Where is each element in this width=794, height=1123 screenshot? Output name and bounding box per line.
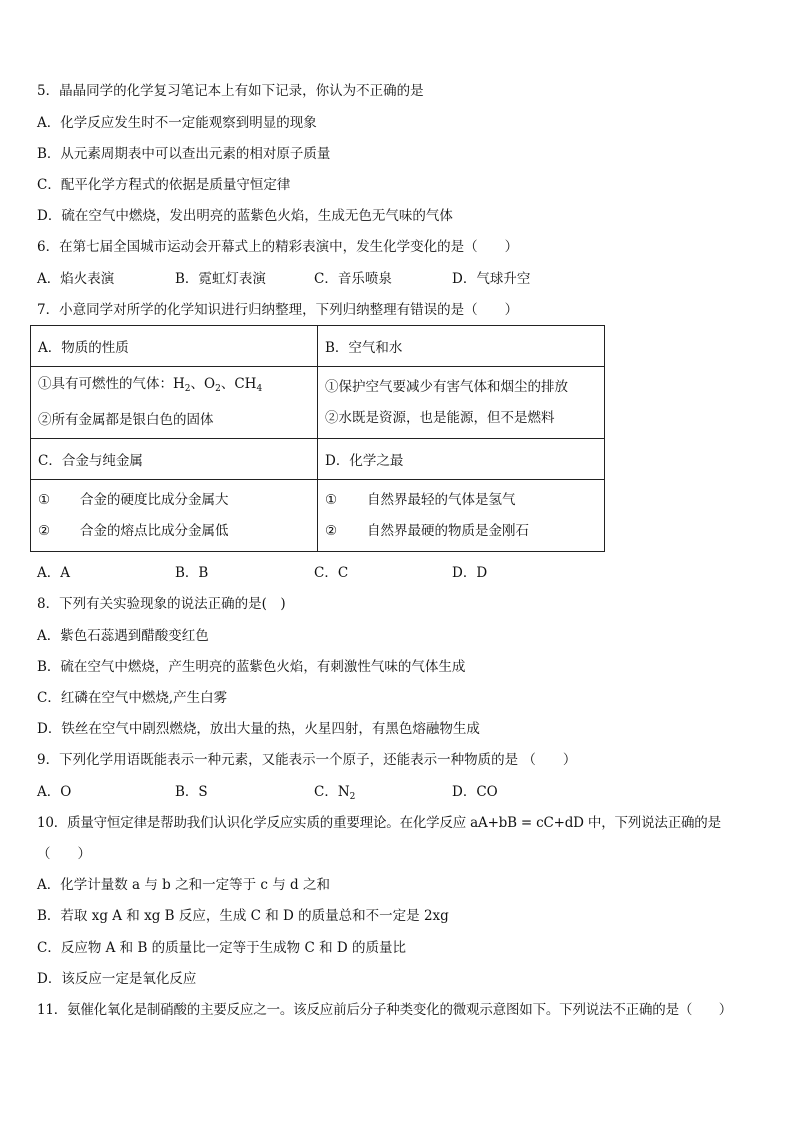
q7-a-line2: ②所有金属都是银白色的固体 xyxy=(38,412,214,428)
q7-c-line1-text: 合金的硬度比成分金属大 xyxy=(80,491,229,508)
q7-table xyxy=(30,325,605,552)
q9-option-d: D．CO xyxy=(452,784,498,800)
subscript: 2 xyxy=(349,792,356,802)
q7-cell-a-body xyxy=(31,367,318,439)
q7-c-line2-text: 合金的熔点比成分金属低 xyxy=(80,522,229,539)
q6-option-b: B．霓虹灯表演 xyxy=(175,271,266,287)
q11-stem: 11．氨催化氧化是制硝酸的主要反应之一。该反应前后分子种类变化的微观示意图如下。下列说法不正确的是（ ） xyxy=(37,1002,733,1018)
q7-cell-d-body xyxy=(318,480,605,552)
q6-option-a: A．焰火表演 xyxy=(37,271,115,287)
q7-option-b: B．B xyxy=(175,565,209,581)
q7-cell-a-head: A．物质的性质 xyxy=(31,326,318,367)
q10-option-a: A．化学计量数 a 与 b 之和一定等于 c 与 d 之和 xyxy=(37,877,330,893)
subscript: 4 xyxy=(256,384,263,394)
q7-d-line1-text: 自然界最轻的气体是氢气 xyxy=(367,491,516,508)
q5-option-d: D．硫在空气中燃烧，发出明亮的蓝紫色火焰，生成无色无气味的气体 xyxy=(37,208,453,224)
q8-stem: 8．下列有关实验现象的说法正确的是( ) xyxy=(37,596,286,612)
q7-cell-d-head: D．化学之最 xyxy=(318,439,605,480)
q7-d-line2-text: 自然界最硬的物质是金刚石 xyxy=(367,522,529,539)
q9-option-c xyxy=(314,783,355,806)
q5-stem: 5．晶晶同学的化学复习笔记本上有如下记录，你认为不正确的是 xyxy=(37,83,424,99)
q10-option-b: B．若取 xg A 和 xg B 反应，生成 C 和 D 的质量总和不一定是 2xg xyxy=(37,908,449,924)
q7-a-line1-text: ①具有可燃性的气体：H xyxy=(38,376,185,392)
q7-d-line1 xyxy=(325,485,597,516)
q9-stem: 9．下列化学用语既能表示一种元素，又能表示一个原子，还能表示一种物质的是 （ ） xyxy=(37,752,577,768)
q7-cell-b-head: B．空气和水 xyxy=(318,326,605,367)
q7-option-d: D．D xyxy=(452,565,488,581)
q6-option-c: C．音乐喷泉 xyxy=(314,271,392,287)
q7-option-c: C．C xyxy=(314,565,349,581)
q7-stem: 7．小意同学对所学的化学知识进行归纳整理，下列归纳整理有错误的是（ ） xyxy=(37,302,519,318)
q7-a-line1 xyxy=(38,369,310,405)
q8-option-b: B．硫在空气中燃烧，产生明亮的蓝紫色火焰，有刺激性气味的气体生成 xyxy=(37,659,466,675)
subscript: 2 xyxy=(215,384,221,394)
q7-c-line1 xyxy=(38,485,310,516)
q7-c-line2 xyxy=(38,516,310,547)
q9-option-a: A．O xyxy=(37,784,72,800)
list-marker: ② xyxy=(38,522,51,539)
q7-a-line1-mid: 、O xyxy=(190,376,216,392)
q7-option-a: A．A xyxy=(37,565,70,581)
q7-d-line2 xyxy=(325,516,597,547)
list-marker: ① xyxy=(38,491,51,508)
q7-b-line2: ②水既是资源，也是能源，但不是燃料 xyxy=(325,409,555,426)
q10-stem: 10．质量守恒定律是帮助我们认识化学反应实质的重要理论。在化学反应 aA+bB = cC+dD 中，下列说法正确的是 xyxy=(37,815,721,831)
q8-option-d: D．铁丝在空气中剧烈燃烧，放出大量的热，火星四射，有黑色熔融物生成 xyxy=(37,721,480,737)
q7-a-line1-end: 、CH xyxy=(220,376,257,392)
q10-option-d: D．该反应一定是氧化反应 xyxy=(37,971,197,987)
subscript: 2 xyxy=(184,384,191,394)
q6-option-d: D．气球升空 xyxy=(452,271,531,287)
q6-stem: 6．在第七届全国城市运动会开幕式上的精彩表演中，发生化学变化的是（ ） xyxy=(37,239,519,255)
q9-option-c-text: C．N xyxy=(314,784,350,800)
q8-option-c: C．红磷在空气中燃烧,产生白雾 xyxy=(37,690,228,706)
q7-cell-c-head: C．合金与纯金属 xyxy=(31,439,318,480)
q10-stem-paren: （ ） xyxy=(37,846,91,862)
q5-option-a: A．化学反应发生时不一定能观察到明显的现象 xyxy=(37,115,317,131)
q7-cell-c-body xyxy=(31,480,318,552)
list-marker: ② xyxy=(325,522,338,539)
q5-option-b: B．从元素周期表中可以查出元素的相对原子质量 xyxy=(37,146,331,162)
q7-cell-b-body xyxy=(318,367,605,439)
q9-option-b: B．S xyxy=(175,784,208,800)
q8-option-a: A．紫色石蕊遇到醋酸变红色 xyxy=(37,628,209,644)
q7-b-line1: ①保护空气要减少有害气体和烟尘的排放 xyxy=(325,378,568,395)
list-marker: ① xyxy=(325,491,338,508)
q5-option-c: C．配平化学方程式的依据是质量守恒定律 xyxy=(37,177,291,193)
q10-option-c: C．反应物 A 和 B 的质量比一定等于生成物 C 和 D 的质量比 xyxy=(37,940,406,956)
